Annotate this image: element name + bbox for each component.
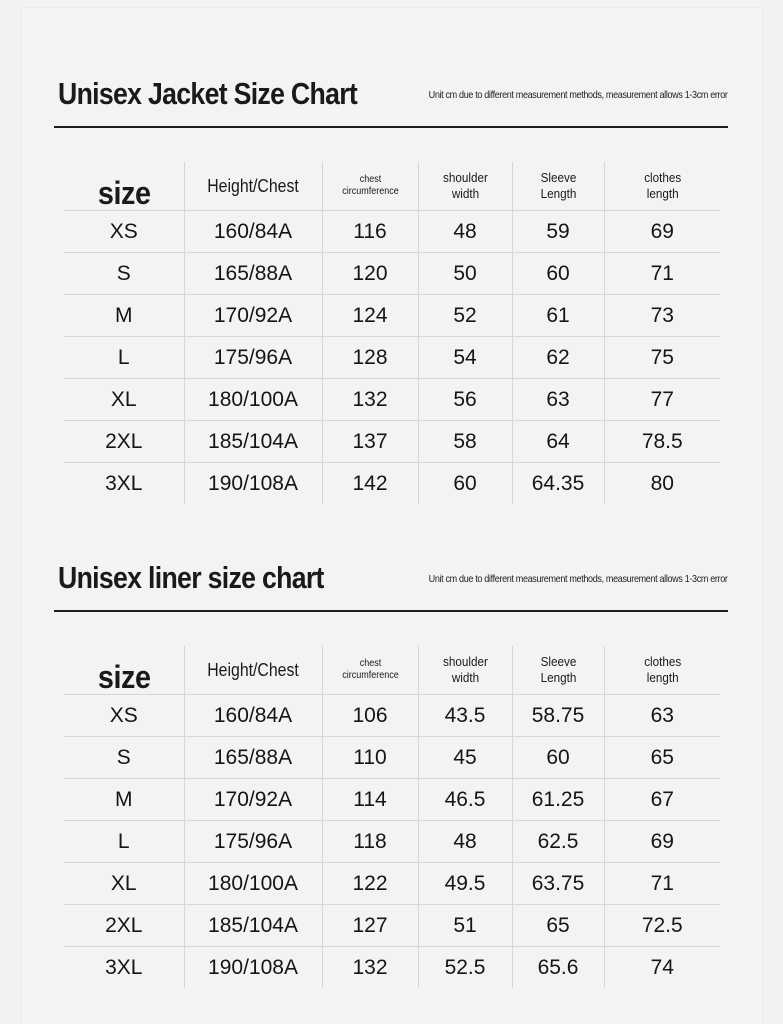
- size-cell: L: [64, 821, 184, 863]
- sleeve-cell: 65.6: [512, 947, 604, 989]
- size-column-header: size: [97, 659, 151, 695]
- shoulder-cell: 50: [418, 253, 512, 295]
- size-cell: S: [64, 737, 184, 779]
- length-cell: 73: [604, 295, 720, 337]
- table-row: [64, 379, 720, 421]
- length-cell: 80: [604, 463, 720, 505]
- length-cell: 72.5: [604, 905, 720, 947]
- height-chest-cell: 190/108A: [184, 463, 322, 505]
- size-cell: XL: [64, 863, 184, 905]
- height-chest-cell: 175/96A: [184, 337, 322, 379]
- length-cell: 63: [604, 695, 720, 737]
- size-cell: 3XL: [64, 947, 184, 989]
- height-chest-cell: 185/104A: [184, 905, 322, 947]
- jacket-size-table: [64, 162, 720, 504]
- shoulder-cell: 60: [418, 463, 512, 505]
- table-row: [64, 695, 720, 737]
- size-cell: M: [64, 295, 184, 337]
- chest-cell: 116: [322, 211, 418, 253]
- table-row: [64, 737, 720, 779]
- shoulder-width-column-header: shoulder width: [418, 162, 512, 211]
- height-chest-cell: 165/88A: [184, 253, 322, 295]
- liner-unit-note: Unit cm due to different measurement methods, measurement allows 1-3cm error: [429, 573, 728, 585]
- height-chest-column-header: Height/Chest: [184, 646, 322, 695]
- table-row: [64, 211, 720, 253]
- chest-cell: 118: [322, 821, 418, 863]
- shoulder-cell: 52.5: [418, 947, 512, 989]
- size-cell: XS: [64, 695, 184, 737]
- chest-cell: 132: [322, 947, 418, 989]
- size-cell: 2XL: [64, 421, 184, 463]
- table-row: [64, 421, 720, 463]
- length-cell: 65: [604, 737, 720, 779]
- table-row: [64, 295, 720, 337]
- table-row: [64, 863, 720, 905]
- shoulder-width-column-header: shoulder width: [418, 646, 512, 695]
- height-chest-cell: 180/100A: [184, 379, 322, 421]
- chest-cell: 128: [322, 337, 418, 379]
- jacket-unit-note: Unit cm due to different measurement methods, measurement allows 1-3cm error: [429, 89, 728, 101]
- chest-cell: 127: [322, 905, 418, 947]
- size-column-header: size: [97, 175, 151, 211]
- sleeve-cell: 64.35: [512, 463, 604, 505]
- liner-size-section: [54, 556, 728, 979]
- height-chest-column-header: Height/Chest: [184, 162, 322, 211]
- liner-chart-title: Unisex liner size chart: [58, 560, 324, 595]
- sleeve-cell: 60: [512, 737, 604, 779]
- length-cell: 74: [604, 947, 720, 989]
- shoulder-cell: 52: [418, 295, 512, 337]
- table-row: [64, 821, 720, 863]
- sleeve-cell: 61: [512, 295, 604, 337]
- chest-cell: 137: [322, 421, 418, 463]
- sleeve-length-column-header: Sleeve Length: [512, 646, 604, 695]
- chest-cell: 122: [322, 863, 418, 905]
- height-chest-cell: 190/108A: [184, 947, 322, 989]
- length-cell: 67: [604, 779, 720, 821]
- size-cell: XS: [64, 211, 184, 253]
- chest-circumference-column-header: chest circumference: [322, 162, 418, 211]
- shoulder-cell: 48: [418, 211, 512, 253]
- chest-cell: 114: [322, 779, 418, 821]
- sleeve-cell: 63.75: [512, 863, 604, 905]
- height-chest-cell: 185/104A: [184, 421, 322, 463]
- height-chest-cell: 160/84A: [184, 211, 322, 253]
- size-cell: M: [64, 779, 184, 821]
- shoulder-cell: 51: [418, 905, 512, 947]
- shoulder-cell: 46.5: [418, 779, 512, 821]
- sleeve-cell: 63: [512, 379, 604, 421]
- shoulder-cell: 56: [418, 379, 512, 421]
- table-row: [64, 905, 720, 947]
- table-header-row: [64, 646, 720, 695]
- chest-cell: 142: [322, 463, 418, 505]
- size-cell: S: [64, 253, 184, 295]
- sleeve-cell: 58.75: [512, 695, 604, 737]
- liner-section-header: [54, 556, 728, 612]
- clothes-length-column-header: clothes length: [604, 646, 720, 695]
- sleeve-cell: 60: [512, 253, 604, 295]
- clothes-length-column-header: clothes length: [604, 162, 720, 211]
- sleeve-cell: 65: [512, 905, 604, 947]
- table-row: [64, 253, 720, 295]
- sleeve-length-column-header: Sleeve Length: [512, 162, 604, 211]
- length-cell: 77: [604, 379, 720, 421]
- height-chest-cell: 175/96A: [184, 821, 322, 863]
- length-cell: 78.5: [604, 421, 720, 463]
- chest-cell: 120: [322, 253, 418, 295]
- height-chest-cell: 180/100A: [184, 863, 322, 905]
- sleeve-cell: 59: [512, 211, 604, 253]
- jacket-chart-title: Unisex Jacket Size Chart: [58, 76, 358, 111]
- height-chest-cell: 160/84A: [184, 695, 322, 737]
- shoulder-cell: 54: [418, 337, 512, 379]
- length-cell: 69: [604, 821, 720, 863]
- table-row: [64, 337, 720, 379]
- shoulder-cell: 48: [418, 821, 512, 863]
- table-row: [64, 947, 720, 989]
- sleeve-cell: 62.5: [512, 821, 604, 863]
- sleeve-cell: 64: [512, 421, 604, 463]
- shoulder-cell: 58: [418, 421, 512, 463]
- length-cell: 71: [604, 253, 720, 295]
- length-cell: 71: [604, 863, 720, 905]
- liner-size-table: [64, 646, 720, 988]
- jacket-section-header: [54, 72, 728, 128]
- table-header-row: [64, 162, 720, 211]
- table-row: [64, 463, 720, 505]
- chest-cell: 132: [322, 379, 418, 421]
- chest-circumference-column-header: chest circumference: [322, 646, 418, 695]
- chest-cell: 106: [322, 695, 418, 737]
- shoulder-cell: 43.5: [418, 695, 512, 737]
- shoulder-cell: 45: [418, 737, 512, 779]
- height-chest-cell: 170/92A: [184, 295, 322, 337]
- size-cell: 3XL: [64, 463, 184, 505]
- sleeve-cell: 61.25: [512, 779, 604, 821]
- chest-cell: 110: [322, 737, 418, 779]
- jacket-size-section: [54, 72, 728, 495]
- length-cell: 69: [604, 211, 720, 253]
- shoulder-cell: 49.5: [418, 863, 512, 905]
- size-cell: XL: [64, 379, 184, 421]
- height-chest-cell: 170/92A: [184, 779, 322, 821]
- size-cell: L: [64, 337, 184, 379]
- sleeve-cell: 62: [512, 337, 604, 379]
- height-chest-cell: 165/88A: [184, 737, 322, 779]
- chest-cell: 124: [322, 295, 418, 337]
- length-cell: 75: [604, 337, 720, 379]
- size-cell: 2XL: [64, 905, 184, 947]
- table-row: [64, 779, 720, 821]
